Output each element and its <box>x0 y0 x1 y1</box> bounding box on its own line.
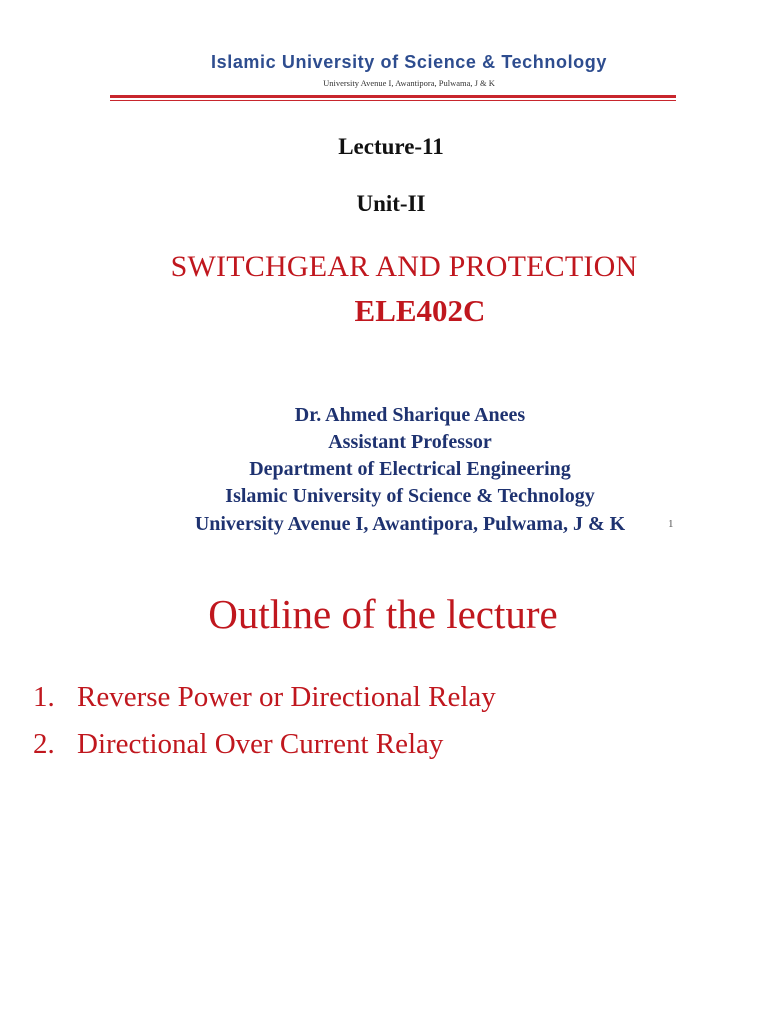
header-divider-thick <box>110 95 676 98</box>
author-institution: Islamic University of Science & Technology <box>225 485 595 507</box>
slide-number: 1 <box>668 518 674 530</box>
course-name: SWITCHGEAR AND PROTECTION <box>170 250 638 283</box>
header-divider-thin <box>110 100 676 101</box>
author-department: Department of Electrical Engineering <box>249 458 571 480</box>
outline-item <box>33 728 443 761</box>
author-address: University Avenue I, Awantipora, Pulwama, J & K <box>194 513 626 535</box>
outline-item-number: 1. <box>33 681 55 713</box>
outline-title: Outline of the lecture <box>208 591 558 637</box>
lecture-number: Lecture-11 <box>338 134 444 159</box>
outline-item-number: 2. <box>33 728 55 760</box>
outline-item-text: Reverse Power or Directional Relay <box>77 681 496 713</box>
header-address: University Avenue I, Awantipora, Pulwama, J & K <box>323 78 495 88</box>
author-designation: Assistant Professor <box>328 431 492 453</box>
unit-number: Unit-II <box>356 191 426 216</box>
course-code: ELE402C <box>354 293 486 328</box>
header-institution-name: Islamic University of Science & Technology <box>211 52 607 72</box>
outline-item-text: Directional Over Current Relay <box>77 728 444 760</box>
outline-item <box>33 681 496 714</box>
author-name: Dr. Ahmed Sharique Anees <box>294 404 526 426</box>
